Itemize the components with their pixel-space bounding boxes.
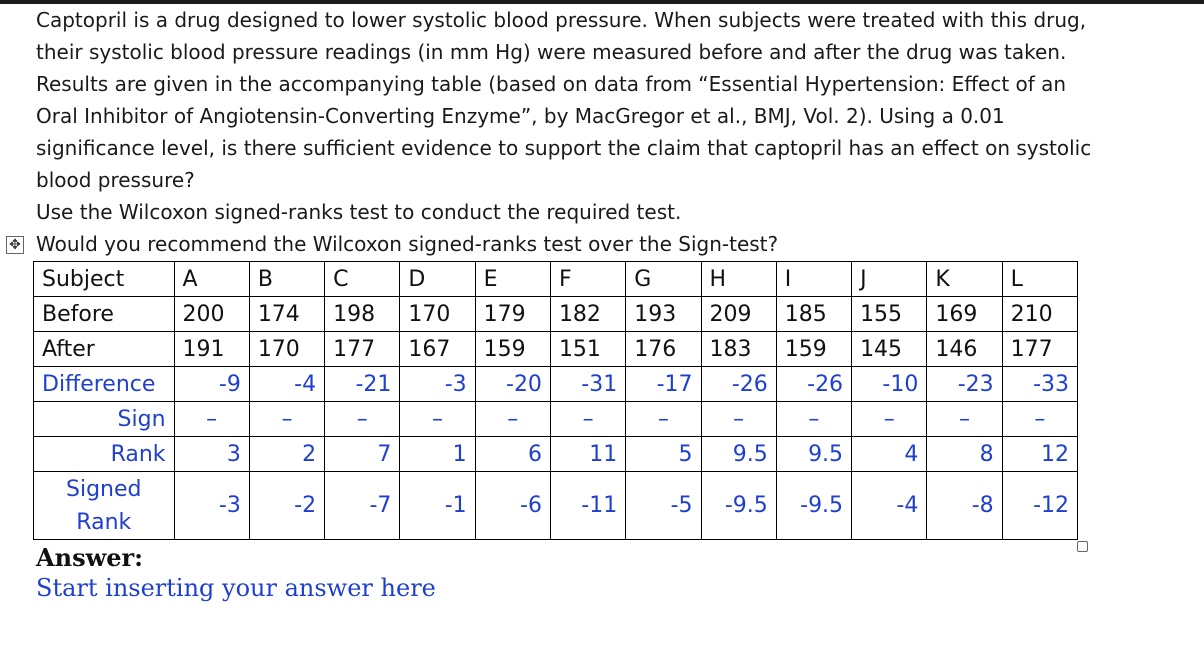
rank-cell[interactable]: 6	[475, 437, 550, 472]
signed-rank-cell[interactable]: -12	[1002, 472, 1077, 540]
subject-header: C	[325, 262, 400, 297]
before-cell: 170	[400, 297, 475, 332]
difference-cell[interactable]: -17	[626, 367, 701, 402]
sign-cell[interactable]: –	[325, 402, 400, 437]
difference-cell[interactable]: -33	[1002, 367, 1077, 402]
answer-input[interactable]: Start inserting your answer here	[36, 574, 436, 602]
rank-cell[interactable]: 9.5	[701, 437, 776, 472]
header-row	[34, 262, 1078, 297]
row-label-signed-rank	[34, 472, 175, 540]
before-cell: 210	[1002, 297, 1077, 332]
difference-cell[interactable]: -26	[776, 367, 851, 402]
question-line: Results are given in the accompanying table (based on data from “Essential Hypertension: Effect of an	[36, 72, 1067, 96]
sign-cell[interactable]: –	[701, 402, 776, 437]
question-line: blood pressure?	[36, 168, 195, 192]
before-cell: 182	[550, 297, 625, 332]
before-cell: 169	[927, 297, 1002, 332]
difference-cell[interactable]: -20	[475, 367, 550, 402]
answer-label: Answer:	[36, 543, 144, 572]
difference-row	[34, 367, 1078, 402]
row-label-difference: Difference	[34, 367, 175, 402]
difference-cell[interactable]: -4	[249, 367, 324, 402]
subject-header: I	[776, 262, 851, 297]
instruction-text: Use the Wilcoxon signed-ranks test to conduct the required test.	[36, 200, 682, 224]
rank-cell[interactable]: 2	[249, 437, 324, 472]
rank-cell[interactable]: 7	[325, 437, 400, 472]
after-cell: 183	[701, 332, 776, 367]
before-cell: 198	[325, 297, 400, 332]
signed-rank-cell[interactable]: -5	[626, 472, 701, 540]
after-cell: 176	[626, 332, 701, 367]
after-row	[34, 332, 1078, 367]
table-resize-handle[interactable]	[1077, 541, 1088, 552]
subject-header: J	[852, 262, 927, 297]
table-move-handle-icon[interactable]: ✥	[6, 236, 24, 254]
signed-rank-label-line2: Rank	[76, 509, 132, 535]
subject-header: K	[927, 262, 1002, 297]
after-cell: 177	[1002, 332, 1077, 367]
subject-header: D	[400, 262, 475, 297]
rank-cell[interactable]: 3	[174, 437, 249, 472]
subject-header: F	[550, 262, 625, 297]
signed-rank-cell[interactable]: -3	[174, 472, 249, 540]
row-label-before: Before	[34, 297, 175, 332]
signed-rank-cell[interactable]: -1	[400, 472, 475, 540]
signed-rank-row	[34, 472, 1078, 540]
sign-cell[interactable]: –	[626, 402, 701, 437]
rank-row	[34, 437, 1078, 472]
before-cell: 185	[776, 297, 851, 332]
signed-rank-cell[interactable]: -4	[852, 472, 927, 540]
row-label-after: After	[34, 332, 175, 367]
sign-cell[interactable]: –	[249, 402, 324, 437]
sign-cell[interactable]: –	[927, 402, 1002, 437]
difference-cell[interactable]: -26	[701, 367, 776, 402]
after-cell: 159	[475, 332, 550, 367]
after-cell: 191	[174, 332, 249, 367]
before-cell: 200	[174, 297, 249, 332]
before-cell: 179	[475, 297, 550, 332]
before-cell: 155	[852, 297, 927, 332]
rank-cell[interactable]: 11	[550, 437, 625, 472]
signed-rank-cell[interactable]: -2	[249, 472, 324, 540]
question-line: Captopril is a drug designed to lower systolic blood pressure. When subjects were treated with this drug,	[36, 8, 1087, 32]
sign-cell[interactable]: –	[776, 402, 851, 437]
row-label-sign: Sign	[34, 402, 175, 437]
signed-rank-cell[interactable]: -9.5	[776, 472, 851, 540]
question-line: significance level, is there sufficient evidence to support the claim that captopril has an effect on systolic	[36, 136, 1092, 160]
data-table	[33, 261, 1078, 540]
rank-cell[interactable]: 5	[626, 437, 701, 472]
after-cell: 177	[325, 332, 400, 367]
before-row	[34, 297, 1078, 332]
signed-rank-cell[interactable]: -9.5	[701, 472, 776, 540]
difference-cell[interactable]: -23	[927, 367, 1002, 402]
rank-cell[interactable]: 1	[400, 437, 475, 472]
sign-cell[interactable]: –	[550, 402, 625, 437]
row-label-rank: Rank	[34, 437, 175, 472]
after-cell: 170	[249, 332, 324, 367]
subject-header: B	[249, 262, 324, 297]
sign-row	[34, 402, 1078, 437]
difference-cell[interactable]: -10	[852, 367, 927, 402]
before-cell: 174	[249, 297, 324, 332]
subject-header: L	[1002, 262, 1077, 297]
question-line: their systolic blood pressure readings (in mm Hg) were measured before and after the drug was taken.	[36, 40, 1067, 64]
after-cell: 151	[550, 332, 625, 367]
signed-rank-cell[interactable]: -7	[325, 472, 400, 540]
difference-cell[interactable]: -3	[400, 367, 475, 402]
signed-rank-cell[interactable]: -11	[550, 472, 625, 540]
signed-rank-label-line1: Signed	[66, 476, 142, 502]
rank-cell[interactable]: 4	[852, 437, 927, 472]
row-label-subject: Subject	[34, 262, 175, 297]
question-text	[36, 4, 1156, 196]
sign-cell[interactable]: –	[852, 402, 927, 437]
sign-cell[interactable]: –	[1002, 402, 1077, 437]
signed-rank-cell[interactable]: -6	[475, 472, 550, 540]
after-cell: 159	[776, 332, 851, 367]
subject-header: A	[174, 262, 249, 297]
question-line: Oral Inhibitor of Angiotensin-Converting Enzyme”, by MacGregor et al., BMJ, Vol. 2). Using a 0.01	[36, 104, 1005, 128]
difference-cell[interactable]: -21	[325, 367, 400, 402]
after-cell: 146	[927, 332, 1002, 367]
before-cell: 193	[626, 297, 701, 332]
subject-header: E	[475, 262, 550, 297]
difference-cell[interactable]: -9	[174, 367, 249, 402]
sign-cell[interactable]: –	[174, 402, 249, 437]
difference-cell[interactable]: -31	[550, 367, 625, 402]
sign-cell[interactable]: –	[475, 402, 550, 437]
before-cell: 209	[701, 297, 776, 332]
signed-rank-cell[interactable]: -8	[927, 472, 1002, 540]
after-cell: 145	[852, 332, 927, 367]
subject-header: H	[701, 262, 776, 297]
rank-cell[interactable]: 8	[927, 437, 1002, 472]
sign-cell[interactable]: –	[400, 402, 475, 437]
subject-header: G	[626, 262, 701, 297]
followup-question: Would you recommend the Wilcoxon signed-ranks test over the Sign-test?	[36, 232, 779, 256]
after-cell: 167	[400, 332, 475, 367]
rank-cell[interactable]: 9.5	[776, 437, 851, 472]
rank-cell[interactable]: 12	[1002, 437, 1077, 472]
